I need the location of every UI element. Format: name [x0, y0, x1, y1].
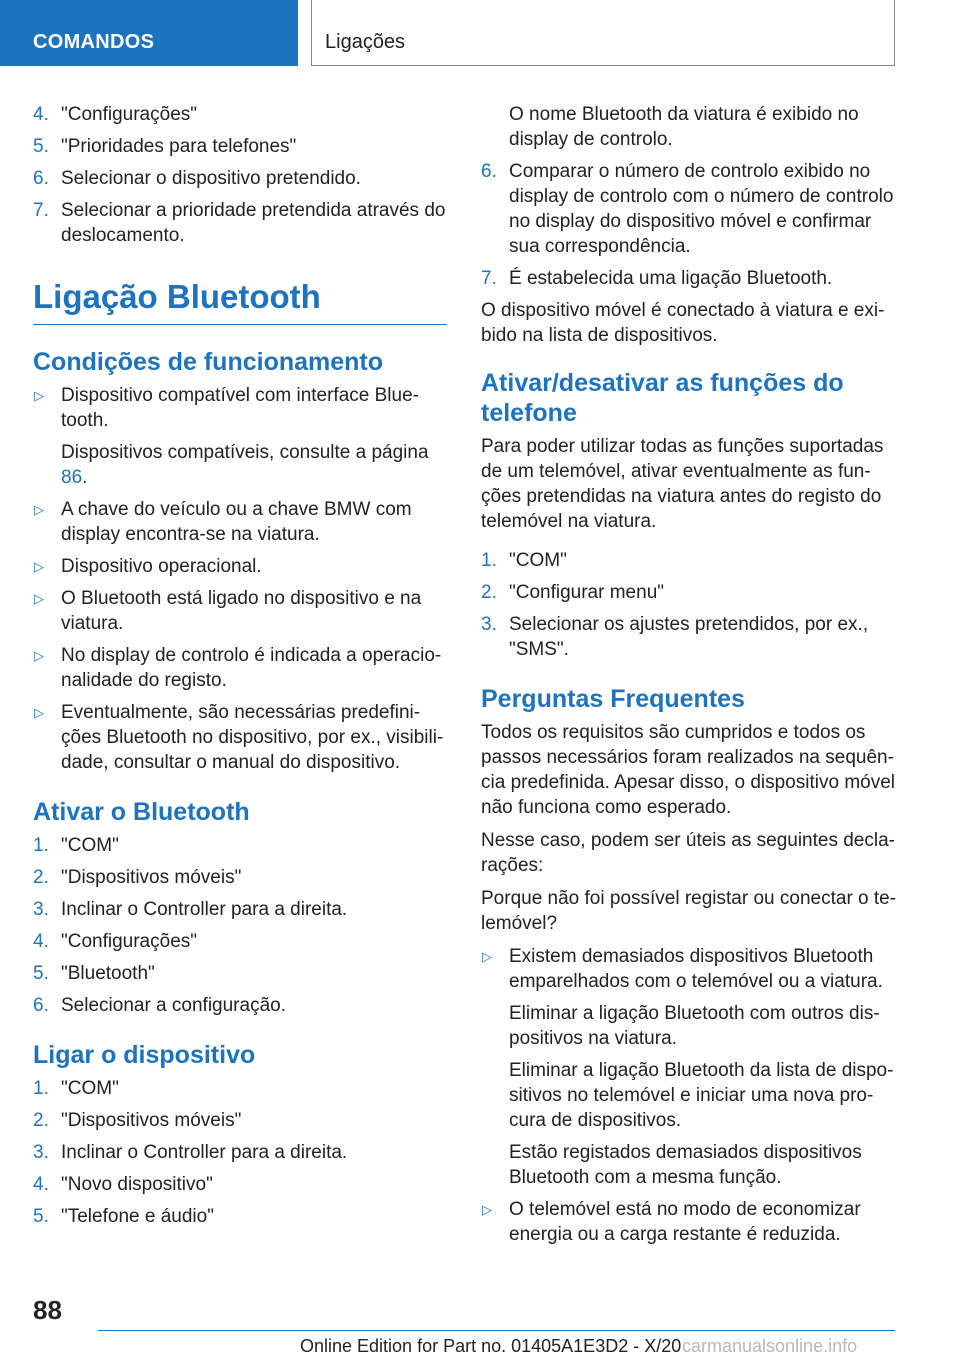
faq-heading: Perguntas Frequentes — [481, 685, 745, 713]
triangle-bullet-icon: ▷ — [482, 949, 492, 964]
list-item: 5. "Telefone e áudio" — [33, 1206, 214, 1227]
topic-title: Ligações — [311, 0, 895, 66]
triangle-bullet-icon: ▷ — [34, 648, 44, 663]
faq-solution: Estão registados demasiados dispositivos Bluetooth com a mesma função. — [509, 1142, 862, 1188]
main-heading: Ligação Bluetooth — [33, 278, 447, 325]
left-column — [33, 102, 447, 1236]
functions-paragraph: Para poder utilizar todas as funções suportadas de um telemóvel, ativar eventualmente as funções pretendidas na viatura antes do registo do telemóvel na viatura. — [481, 436, 884, 532]
connected-paragraph: O dispositivo móvel é conectado à viatura e exibido na lista de dispositivos. — [481, 300, 885, 346]
triangle-bullet-icon: ▷ — [34, 591, 44, 606]
list-item: ▷ Dispositivo compatível com interface Bluetooth. Dispositivos compatíveis, consulte a página 86. — [33, 383, 447, 490]
functions-steps-list — [481, 548, 899, 662]
faq-paragraph: Nesse caso, podem ser úteis as seguintes declarações: — [481, 830, 895, 876]
list-item: 6. Selecionar o dispositivo pretendido. — [33, 168, 361, 189]
conditions-heading: Condições de funcionamento — [33, 348, 384, 376]
faq-solution: Eliminar a ligação Bluetooth da lista de dispositivos no telemóvel e iniciar uma nova procura de dispositivos. — [509, 1060, 894, 1131]
faq-paragraph: Todos os requisitos são cumpridos e todos os passos necessários foram realizados na sequência predefinida. Apesar disso, o dispositivo móvel não funciona como esperado. — [481, 722, 896, 818]
list-item: ▷ Eventualmente, são necessárias predefinições Bluetooth no dispositivo, por ex., visibilidade, consultar o manual do dispositivo. — [34, 702, 444, 773]
edition-text: Online Edition for Part no. 01405A1E3D2 - X/20 — [300, 1336, 682, 1356]
list-item: 5. "Prioridades para telefones" — [33, 136, 297, 157]
page-link[interactable]: 86 — [61, 467, 83, 488]
faq-question: Porque não foi possível registar ou conectar o telemóvel? — [481, 888, 897, 934]
faq-list — [481, 944, 899, 1247]
list-item: 2. "Dispositivos móveis" — [33, 1110, 242, 1131]
list-item: 7. É estabelecida uma ligação Bluetooth. — [481, 268, 833, 289]
list-item: 1. "COM" — [33, 835, 119, 856]
triangle-bullet-icon: ▷ — [34, 559, 44, 574]
connect-steps-list — [33, 1076, 447, 1229]
list-item: 4. "Configurações" — [33, 931, 198, 952]
functions-heading: Ativar/desativar as funções do telefone — [481, 369, 844, 427]
triangle-bullet-icon: ▷ — [34, 502, 44, 517]
watermark: carmanualsonline.info — [682, 1336, 858, 1356]
triangle-bullet-icon: ▷ — [482, 1202, 492, 1217]
page-number: 88 — [33, 1295, 62, 1325]
conditions-list — [33, 383, 447, 775]
triangle-bullet-icon: ▷ — [34, 388, 44, 403]
list-item: ▷ Dispositivo operacional. — [34, 556, 262, 577]
compatibility-note: Dispositivos compatíveis, consulte a página 86. — [61, 442, 429, 488]
list-item: 5. "Bluetooth" — [33, 963, 155, 984]
list-item: 2. "Configurar menu" — [481, 582, 665, 603]
list-item: 2. "Dispositivos móveis" — [33, 867, 242, 888]
connect-steps-continued — [481, 159, 899, 291]
section-tab: COMANDOS — [0, 0, 298, 66]
activate-heading: Ativar o Bluetooth — [33, 798, 250, 826]
list-item: 4. "Novo dispositivo" — [33, 1174, 213, 1195]
list-item: ▷ O telemóvel está no modo de economizar energia ou a carga restante é reduzida. — [482, 1199, 861, 1245]
list-item: 1. "COM" — [481, 550, 567, 571]
page-header — [0, 0, 960, 66]
list-item: 3. Inclinar o Controller para a direita. — [33, 899, 348, 920]
list-item: 1. "COM" — [33, 1078, 119, 1099]
continued-text: O nome Bluetooth da viatura é exibido no display de controlo. — [509, 104, 859, 150]
intro-steps-list — [33, 102, 447, 248]
list-item: 6. Selecionar a configuração. — [33, 995, 286, 1016]
list-item: 6. Comparar o número de controlo exibido no display de controlo com o número de controlo no display do dispositivo móvel e confirmar sua correspondência. — [481, 161, 894, 257]
list-item: 4. "Configurações" — [33, 104, 198, 125]
right-column — [481, 102, 899, 1254]
faq-solution: Eliminar a ligação Bluetooth com outros dispositivos na viatura. — [509, 1003, 880, 1049]
triangle-bullet-icon: ▷ — [34, 705, 44, 720]
list-item: ▷ A chave do veículo ou a chave BMW com display encontra-se na viatura. — [34, 499, 412, 545]
list-item: ▷ Existem demasiados dispositivos Bluetooth emparelhados com o telemóvel ou a viatura. Eliminar a ligação Bluetooth com outros dispositivos na viatura. Eliminar a ligação Bluetooth da lista de dispositivos no telemóvel e iniciar uma nova procura de dispositivos. Estão registados demasiados dispositivos Bluetooth com a mesma função. — [481, 944, 899, 1190]
connect-heading: Ligar o dispositivo — [33, 1041, 256, 1069]
list-item: 3. Inclinar o Controller para a direita. — [33, 1142, 348, 1163]
footer-divider — [98, 1330, 895, 1331]
list-item: 7. Selecionar a prioridade pretendida através do deslocamento. — [33, 200, 446, 246]
list-item: ▷ O Bluetooth está ligado no dispositivo e na viatura. — [34, 588, 422, 634]
list-item: 3. Selecionar os ajustes pretendidos, por ex., "SMS". — [481, 614, 869, 660]
activate-steps-list — [33, 833, 447, 1018]
list-item: ▷ No display de controlo é indicada a operacionalidade do registo. — [34, 645, 442, 691]
